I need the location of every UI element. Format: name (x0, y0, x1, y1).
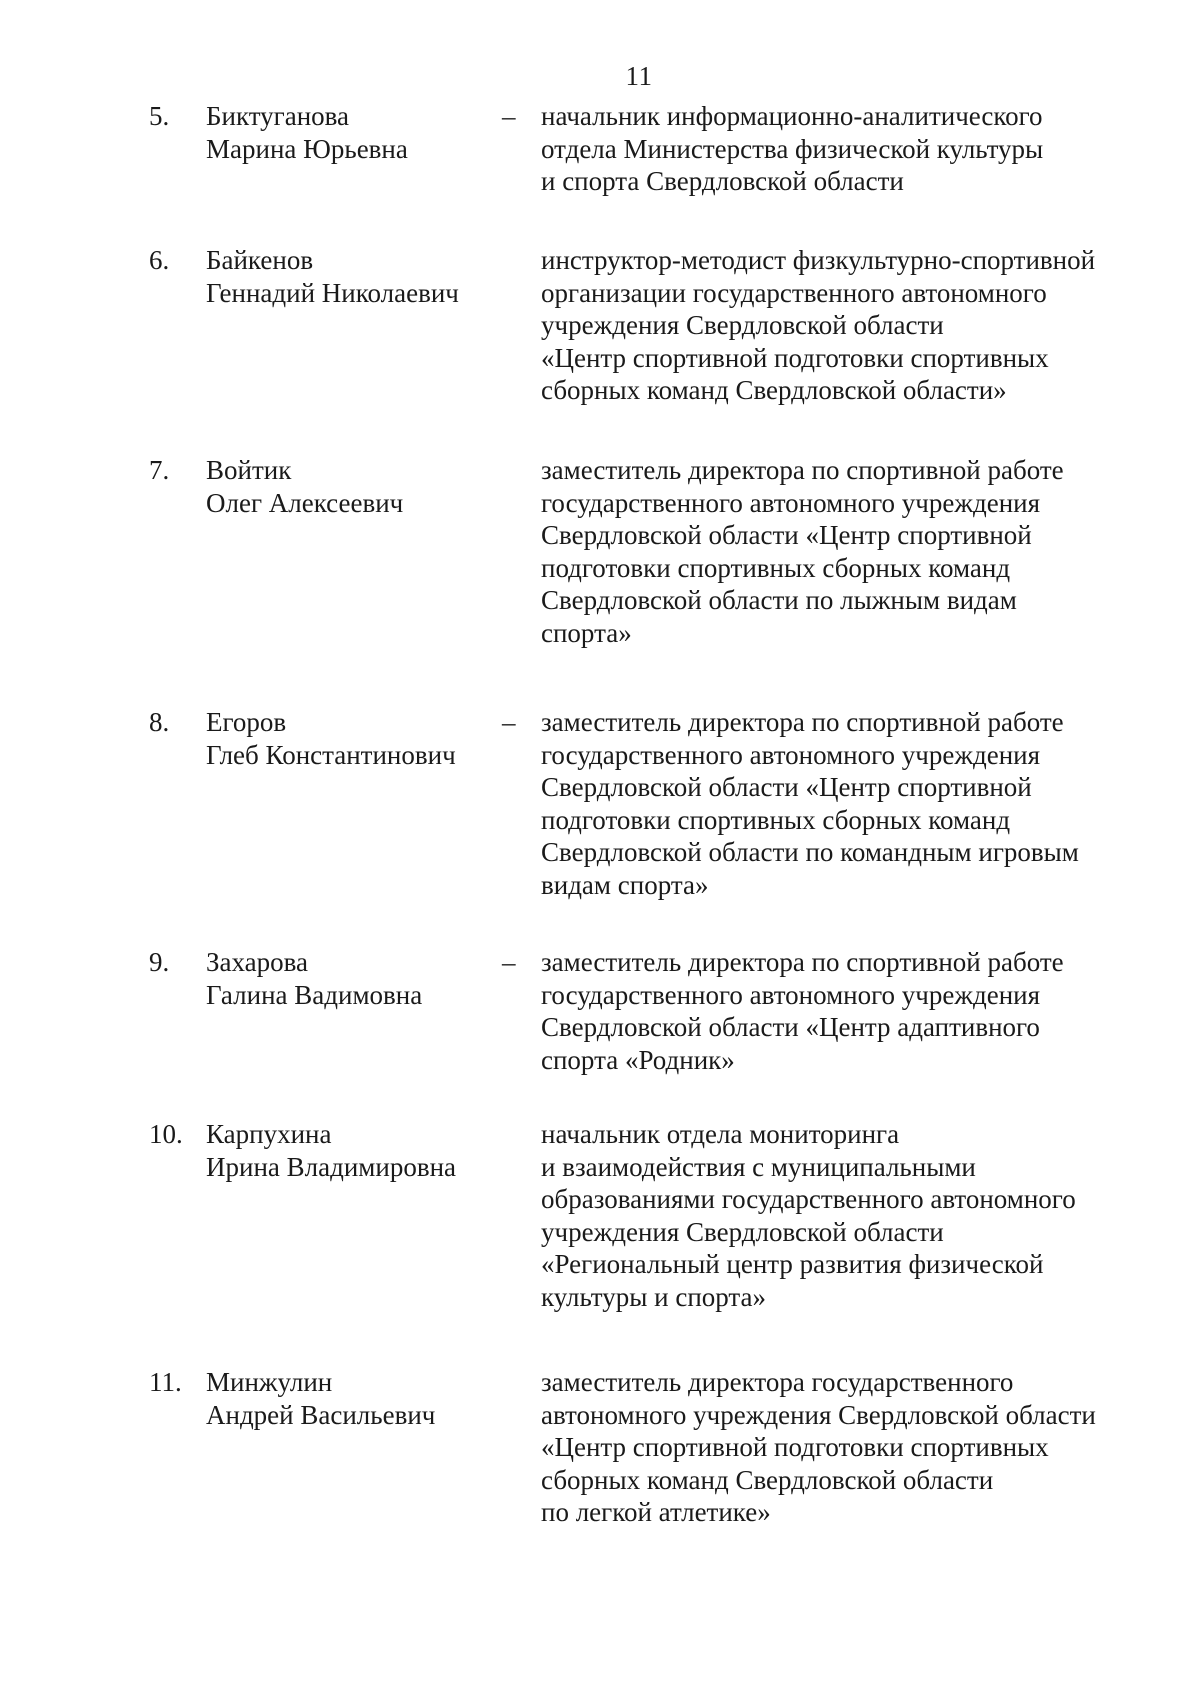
entry-position-line: образованиями государственного автономного (541, 1184, 1076, 1214)
entry-position-line: подготовки спортивных сборных команд (541, 804, 1011, 835)
entry-position-line: Свердловской области «Центр адаптивного (541, 1012, 1040, 1042)
entry-person-name (206, 1366, 496, 1431)
entry-position-line: «Региональный центр развития физической (541, 1249, 1044, 1279)
entry-position-line: видам спорта» (541, 869, 709, 900)
entry-position-line: заместитель директора по спортивной работе (541, 455, 1064, 485)
entry-surname: Карпухина (206, 1119, 332, 1149)
entry-person-name (206, 244, 496, 309)
entry-position-line: заместитель директора по спортивной работе (541, 707, 1064, 737)
entry-position-line: спорта «Родник» (541, 1044, 735, 1075)
entry-position-line: государственного автономного учреждения (541, 739, 1041, 770)
entry-position-line: начальник информационно-аналитического (541, 101, 1043, 131)
entry-position-line: учреждения Свердловской области (541, 310, 944, 340)
entry-position-line: отдела Министерства физической культуры (541, 133, 1044, 164)
entry-surname: Захарова (206, 947, 309, 977)
entry-person-name (206, 946, 496, 1011)
entry-position-line: Свердловской области по лыжным видам (541, 585, 1017, 615)
entry-given-names: Глеб Константинович (206, 739, 456, 770)
entry-person-name (206, 454, 496, 519)
entry-position (541, 244, 1161, 407)
entry-person-name (206, 706, 496, 771)
entry-surname: Егоров (206, 707, 287, 737)
entry-position (541, 706, 1161, 901)
entry-number: 6. (149, 245, 170, 275)
entry-given-names: Геннадий Николаевич (206, 277, 459, 308)
entry-position (541, 1118, 1161, 1313)
entry-position-line: Свердловской области «Центр спортивной (541, 520, 1032, 550)
entry-position-line: сборных команд Свердловской области» (541, 375, 1007, 405)
entry-surname: Минжулин (206, 1367, 333, 1397)
entry-dash: – (502, 947, 516, 977)
entry-position (541, 1366, 1161, 1529)
entry-position-line: заместитель директора по спортивной работе (541, 947, 1064, 977)
entry-number: 7. (149, 455, 170, 485)
entry-position-line: подготовки спортивных сборных команд (541, 552, 1011, 583)
entry-position-line: государственного автономного учреждения (541, 487, 1041, 518)
entry-given-names: Олег Алексеевич (206, 487, 404, 518)
entry-given-names: Галина Вадимовна (206, 979, 423, 1010)
entry-position-line: Свердловской области «Центр спортивной (541, 772, 1032, 802)
entry-position (541, 946, 1161, 1076)
entry-number: 11. (149, 1367, 182, 1397)
entry-position (541, 100, 1161, 198)
entry-dash: – (502, 707, 516, 737)
entry-position-line: по легкой атлетике» (541, 1497, 771, 1527)
entry-position-line: «Центр спортивной подготовки спортивных (541, 1432, 1049, 1462)
entry-position-line: инструктор-методист физкультурно-спортивной (541, 245, 1096, 275)
entry-dash: – (502, 101, 516, 131)
entry-given-names: Андрей Васильевич (206, 1399, 436, 1430)
entry-given-names: Ирина Владимировна (206, 1151, 457, 1182)
entry-position (541, 454, 1161, 649)
entry-number: 9. (149, 947, 170, 977)
entry-surname: Биктуганова (206, 101, 350, 131)
entry-position-line: спорта» (541, 617, 632, 648)
entry-position-line: Свердловской области по командным игровым (541, 837, 1079, 867)
entry-surname: Войтик (206, 455, 292, 485)
entry-position-line: заместитель директора государственного (541, 1367, 1014, 1397)
entry-given-names: Марина Юрьевна (206, 133, 408, 164)
entry-surname: Байкенов (206, 245, 314, 275)
entry-number: 5. (149, 101, 170, 131)
entry-position-line: и взаимодействия с муниципальными (541, 1151, 976, 1182)
entry-number: 8. (149, 707, 170, 737)
entry-position-line: культуры и спорта» (541, 1281, 767, 1312)
entry-position-line: автономного учреждения Свердловской области (541, 1399, 1096, 1430)
entry-person-name (206, 1118, 496, 1183)
entry-position-line: сборных команд Свердловской области (541, 1464, 994, 1495)
page-number: 11 (625, 61, 653, 91)
entry-position-line: и спорта Свердловской области (541, 166, 904, 196)
entry-position-line: организации государственного автономного (541, 277, 1047, 308)
entry-position-line: государственного автономного учреждения (541, 979, 1041, 1010)
entry-number: 10. (149, 1119, 183, 1149)
entry-position-line: «Центр спортивной подготовки спортивных (541, 342, 1049, 373)
entry-position-line: начальник отдела мониторинга (541, 1119, 900, 1149)
entry-position-line: учреждения Свердловской области (541, 1216, 944, 1247)
entry-person-name (206, 100, 496, 165)
